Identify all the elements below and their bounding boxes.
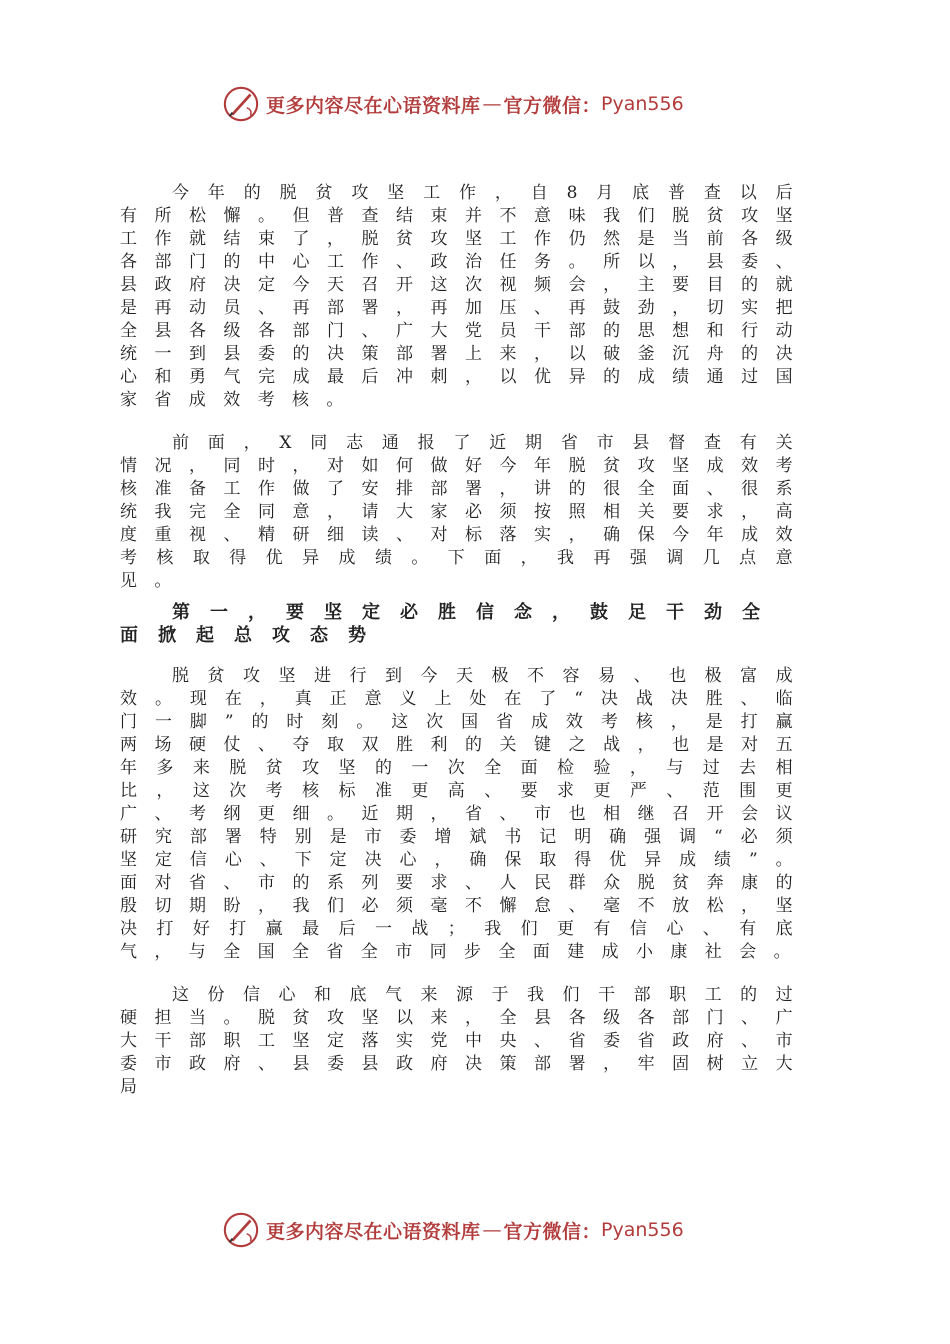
section-heading-1: 第一，要坚定必胜信念，鼓足干劲全面掀起总攻态势 <box>120 602 780 646</box>
watermark-banner-top <box>222 82 742 126</box>
watermark-text: 更多内容尽在心语资料库 <box>266 1220 481 1243</box>
paragraph-confidence: 脱贫攻坚进行到今天极不容易、也极富成效。现在，真正意义上处在了“决战决胜、临门一脚”的时刻。这次国省成效考核，是打赢两场硬仗、夺取双胜利的关键之战，也是对五年多来脱贫攻坚的一次全面检验，与过去相比，这次考核标准更高、要求更严、范围更广、考纲更细。近期，省、市也相继召开会议研究部署特别是市委增斌书记明确强调“必须坚定信心、下定决心，确保取得优异成绩”。面对省、市的系列要求、人民群众脱贫奔康的殷切期盼，我们必须毫不懈怠、毫不放松，坚决打好打赢最后一战；我们更有信心、有底气，与全国全省全市同步全面建成小康社会。 <box>120 666 810 962</box>
watermark-text: 更多内容尽在心语资料库 <box>266 94 481 117</box>
watermark-dash: — <box>482 93 502 115</box>
quill-logo-icon <box>222 1211 260 1249</box>
watermark-label: 官方微信： <box>503 94 602 117</box>
document-body <box>120 182 810 1099</box>
paragraph-intro: 今年的脱贫攻坚工作，自8月底普查以后有所松懈。但普查结束并不意味我们脱贫攻坚工作就结束了，脱贫攻坚工作仍然是当前各级各部门的中心工作、政治任务。所以，县委、县政府决定今天召开这次视频会，主要目的就是再动员、再部署，再加压、再鼓劲，切实把全县各级各部门、广大党员干部的思想和行动统一到县委的决策部署上来，以破釜沉舟的决心和勇气完成最后冲刺，以优异的成绩通过国家省成效考核。 <box>120 183 810 410</box>
watermark-label: 官方微信： <box>503 1220 602 1243</box>
watermark-dash: — <box>482 1219 502 1241</box>
paragraph-responsibility: 这份信心和底气来源于我们干部职工的过硬担当。脱贫攻坚以来，全县各级各部门、广大干部职工坚定落实党中央、省委省政府、市委市政府、县委县政府决策部署，牢固树立大局 <box>120 985 810 1097</box>
quill-logo-icon <box>222 85 260 123</box>
watermark-banner-bottom <box>222 1208 742 1252</box>
watermark-account: Pyan556 <box>601 1219 684 1241</box>
paragraph-report: 前面，X同志通报了近期省市县督查有关情况，同时，对如何做好今年脱贫攻坚成效考核准备工作做了安排部署，讲的很全面、很系统我完全同意，请大家必须按照相关要求，高度重视、精研细读、对标落实，确保今年成效考核取得优异成绩。下面，我再强调几点意见。 <box>120 433 810 591</box>
watermark-account: Pyan556 <box>601 93 684 115</box>
